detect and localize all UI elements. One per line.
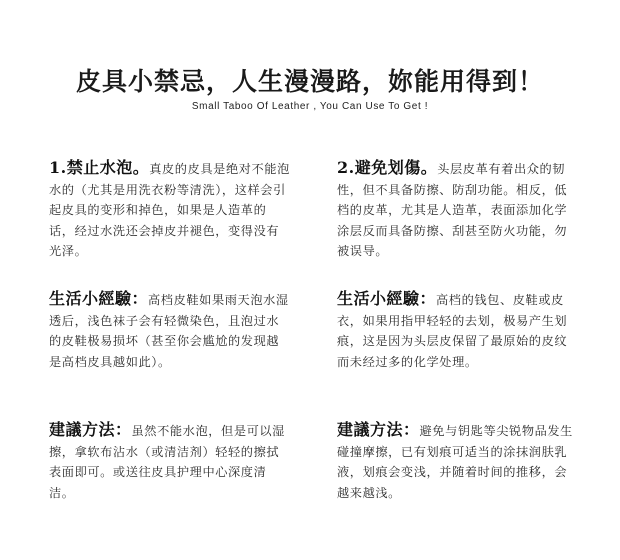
life-experience-scratch — [337, 289, 579, 372]
tip-text: 头层皮革有着出众的韧性，但不具备防擦、防刮功能。相反，低档的皮革，尤其是人造革，表面添加化学涂层反而具备防擦、刮甚至防火功能，勿被误导。 — [337, 162, 568, 258]
tip-text: 虽然不能水泡，但是可以湿擦，拿软布沾水（或清洁剂）轻轻的擦拭表面即可。或送往皮具护理中心深度清洁。 — [49, 424, 285, 500]
tip-heading: 生活小經驗： — [49, 289, 149, 308]
tip-heading: 建議方法： — [49, 420, 132, 439]
tip-text: 高档皮鞋如果雨天泡水湿透后，浅色袜子会有轻微染色，且泡过水的皮鞋极易损坏（甚至你会尴尬的发现越是高档皮具越如此）。 — [49, 293, 289, 369]
advice-cleaning — [49, 420, 291, 503]
life-experience-water — [49, 289, 291, 372]
tip-avoid-scratches — [337, 158, 579, 262]
page-title: 皮具小禁忌，人生漫漫路，妳能用得到！ — [75, 67, 544, 96]
tip-heading: 1.禁止水泡。 — [49, 158, 150, 177]
advice-scratch-care — [337, 420, 579, 503]
tip-text: 避免与钥匙等尖锐物品发生碰撞摩擦，已有划痕可适当的涂抹润肤乳液，划痕会变浅，并随着时间的推移，会越来越浅。 — [337, 424, 573, 500]
tip-heading: 2.避免划傷。 — [337, 158, 438, 177]
tip-no-soaking — [49, 158, 291, 262]
tip-text: 高档的钱包、皮鞋或皮衣，如果用指甲轻轻的去划，极易产生划痕，这是因为头层皮保留了最原始的皮纹而未经过多的化学处理。 — [337, 293, 568, 369]
tip-heading: 建議方法： — [337, 420, 420, 439]
tip-heading: 生活小經驗： — [337, 289, 437, 308]
page-subtitle: Small Taboo Of Leather , You Can Use To Get ! — [191, 101, 429, 112]
tip-text: 真皮的皮具是绝对不能泡水的（尤其是用洗衣粉等清洗），这样会引起皮具的变形和掉色，如果是人造革的话，经过水洗还会掉皮并褪色，变得没有光泽。 — [49, 162, 290, 258]
